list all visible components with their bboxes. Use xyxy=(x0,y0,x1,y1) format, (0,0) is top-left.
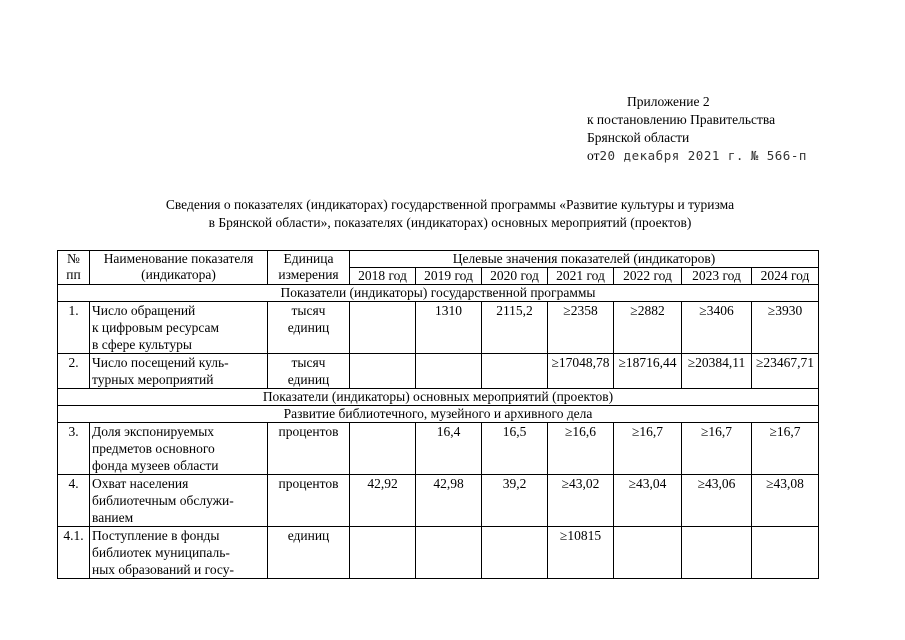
target-value: ≥18716,44 xyxy=(614,354,682,389)
number-stamp: № 566-п xyxy=(750,148,807,163)
unit xyxy=(268,302,350,354)
header-num xyxy=(58,251,90,285)
header-num-line-2: пп xyxy=(66,267,81,282)
indicator-name-line: Поступление в фонды xyxy=(92,528,220,543)
indicator-name xyxy=(90,354,268,389)
appendix-line-region: Брянской области xyxy=(587,130,690,145)
appendix-title: Приложение 2 xyxy=(627,94,710,109)
unit-line: процентов xyxy=(278,476,339,491)
header-unit xyxy=(268,251,350,285)
indicator-name-line: фонда музеев области xyxy=(92,458,219,473)
target-value: ≥43,04 xyxy=(614,475,682,527)
target-value: ≥2358 xyxy=(548,302,614,354)
table-row xyxy=(58,527,819,579)
section-title: Показатели (индикаторы) государственной программы xyxy=(58,285,819,302)
indicator-name xyxy=(90,527,268,579)
section-row-library xyxy=(58,406,819,423)
indicator-name-line: к цифровым ресурсам xyxy=(92,320,220,335)
appendix-block xyxy=(587,93,807,165)
unit xyxy=(268,475,350,527)
target-value xyxy=(350,527,416,579)
table-row xyxy=(58,475,819,527)
header-year: 2022 год xyxy=(614,268,682,285)
target-value xyxy=(614,527,682,579)
header-year: 2018 год xyxy=(350,268,416,285)
row-number: 3. xyxy=(58,423,90,475)
indicator-name-line: в сфере культуры xyxy=(92,337,192,352)
row-number: 4. xyxy=(58,475,90,527)
target-value xyxy=(350,423,416,475)
target-value xyxy=(416,527,482,579)
header-name-line-2: (индикатора) xyxy=(141,267,216,282)
unit-line: тысяч xyxy=(291,303,326,318)
appendix-line-resolution: к постановлению Правительства xyxy=(587,112,776,127)
indicator-name-line: ных образований и госу- xyxy=(92,562,234,577)
target-value: ≥17048,78 xyxy=(548,354,614,389)
header-unit-line-2: измерения xyxy=(278,267,339,282)
header-name xyxy=(90,251,268,285)
row-number: 2. xyxy=(58,354,90,389)
unit xyxy=(268,423,350,475)
header-year: 2019 год xyxy=(416,268,482,285)
target-value: 16,4 xyxy=(416,423,482,475)
table-row xyxy=(58,302,819,354)
date-prefix: от xyxy=(587,148,600,163)
header-row-1 xyxy=(58,251,819,268)
indicator-name-line: Охват населения xyxy=(92,476,189,491)
target-value xyxy=(350,354,416,389)
target-value: ≥20384,11 xyxy=(682,354,752,389)
heading-line-1: Сведения о показателях (индикаторах) государственной программы «Развитие культуры и туризма xyxy=(165,197,735,212)
target-value xyxy=(482,354,548,389)
target-value: ≥2882 xyxy=(614,302,682,354)
target-value xyxy=(482,527,548,579)
section-title: Показатели (индикаторы) основных мероприятий (проектов) xyxy=(58,389,819,406)
target-value: ≥23467,71 xyxy=(752,354,819,389)
row-number: 1. xyxy=(58,302,90,354)
unit xyxy=(268,354,350,389)
header-num-line-1: № xyxy=(67,251,80,266)
target-value xyxy=(752,527,819,579)
target-value xyxy=(416,354,482,389)
indicator-name-line: библиотек муниципаль- xyxy=(92,545,230,560)
indicator-name-line: Доля экспонируемых xyxy=(92,424,215,439)
indicator-name-line: Число посещений куль- xyxy=(92,355,229,370)
header-year: 2023 год xyxy=(682,268,752,285)
target-value: ≥16,7 xyxy=(752,423,819,475)
target-value: ≥43,06 xyxy=(682,475,752,527)
table-row xyxy=(58,423,819,475)
unit-line: единиц xyxy=(287,528,330,543)
target-value: ≥3930 xyxy=(752,302,819,354)
header-target-values: Целевые значения показателей (индикаторов) xyxy=(350,251,819,268)
header-year: 2020 год xyxy=(482,268,548,285)
row-number: 4.1. xyxy=(58,527,90,579)
target-value: ≥16,7 xyxy=(614,423,682,475)
unit-line: тысяч xyxy=(291,355,326,370)
target-value: 2115,2 xyxy=(482,302,548,354)
indicator-name-line: Число обращений xyxy=(92,303,196,318)
indicator-name-line: турных мероприятий xyxy=(92,372,214,387)
header-year: 2021 год xyxy=(548,268,614,285)
unit-line: единиц xyxy=(287,372,330,387)
unit xyxy=(268,527,350,579)
indicator-name-line: библиотечным обслужи- xyxy=(92,493,234,508)
target-value: ≥16,7 xyxy=(682,423,752,475)
indicator-name-line: предметов основного xyxy=(92,441,215,456)
heading-line-2: в Брянской области», показателях (индикаторах) основных мероприятий (проектов) xyxy=(208,215,692,230)
target-value: 16,5 xyxy=(482,423,548,475)
target-value: 39,2 xyxy=(482,475,548,527)
target-value xyxy=(350,302,416,354)
target-value: ≥43,02 xyxy=(548,475,614,527)
indicators-table xyxy=(57,250,819,579)
unit-line: единиц xyxy=(287,320,330,335)
indicator-name xyxy=(90,302,268,354)
header-unit-line-1: Единица xyxy=(283,251,334,266)
target-value: 1310 xyxy=(416,302,482,354)
table-row xyxy=(58,354,819,389)
target-value: 42,92 xyxy=(350,475,416,527)
document-heading xyxy=(60,196,840,232)
header-name-line-1: Наименование показателя xyxy=(103,251,254,266)
indicator-name xyxy=(90,475,268,527)
target-value: ≥16,6 xyxy=(548,423,614,475)
appendix-line-date xyxy=(587,147,807,165)
target-value xyxy=(682,527,752,579)
target-value: 42,98 xyxy=(416,475,482,527)
unit-line: процентов xyxy=(278,424,339,439)
section-row-activities xyxy=(58,389,819,406)
indicator-name-line: ванием xyxy=(92,510,134,525)
target-value: ≥10815 xyxy=(548,527,614,579)
target-value: ≥43,08 xyxy=(752,475,819,527)
date-stamp: 20 декабря 2021 г. xyxy=(599,148,744,163)
target-value: ≥3406 xyxy=(682,302,752,354)
section-row-program xyxy=(58,285,819,302)
indicator-name xyxy=(90,423,268,475)
header-year: 2024 год xyxy=(752,268,819,285)
section-title: Развитие библиотечного, музейного и архивного дела xyxy=(58,406,819,423)
